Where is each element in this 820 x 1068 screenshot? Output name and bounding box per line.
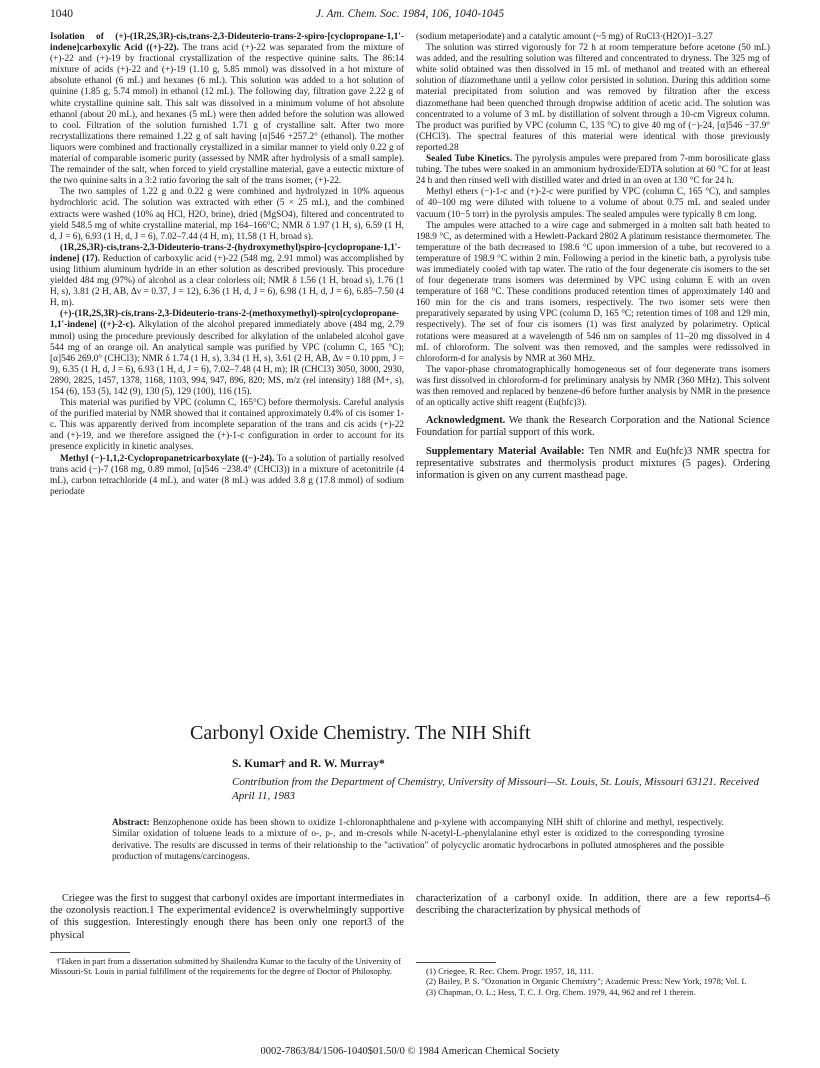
paragraph: Sealed Tube Kinetics. The pyrolysis ampules were prepared from 7-mm borosilicate glass tubing. The tubes were soaked in an ammonium hydroxide/EDTA solution at 60 °C for at least 24 h and then rinsed well with distilled water and dried in an oven at 130 °C for 24 h.	[416, 154, 771, 187]
paragraph: The vapor-phase chromatographically homogeneous set of four degenerate trans isomers was first dissolved in chloroform-d for preliminary analysis by NMR (360 MHz). This solvent was then removed and replaced by benzene-d6 before further analysis by NMR in the presence of an optically active shift reagent (Eu(hfc)3).	[416, 364, 770, 409]
body-text-left: Criegee was the first to suggest that carbonyl oxides are important intermediates in the ozonolysis reaction.1 The experimental evidence2 is overwhelmingly supportive of this suggestion. Interestingly enough there has been only one report3 of the physical	[50, 893, 404, 941]
paragraph: Methyl (−)-1,1,2-Cyclopropanetricarboxylate ((−)-24). To a solution of partially resolved trans acid (−)-7 (168 mg, 0.89 mmol, [α]546 −238.4° (CHCl3)) in a mixture of acetonitrile (4 mL), carbon tetrachloride (4 mL), and water (8 mL) was added 3.8 g (17.8 mmol) of sodium periodate	[50, 453, 404, 497]
paragraph: The ampules were attached to a wire cage and submerged in a molten salt bath heated to 198.9 °C, as determined with a Hewlett-Packard 2802 A platinum resistance thermometer. The temperature of the bath decreased to 198.6 °C upon immersion of a tube, but recovered to a temperature of 198.9 °C within 2 min. Following a period in the kinetic bath, a pyrolysis tube was immediately cooled with tap water. The ratio of the four degenerate cis isomers to the set of four degenerate trans isomers was determined by VPC using column E with an oven temperature of 168 °C. These conditions produced retention times of approximately 140 and 160 min for the cis and trans isomers, respectively. The two isomer sets were then preparatively separated by using VPC (column D, 165 °C; retention times of 108 and 129 min, respectively). The set of four cis isomers (1) was first analyzed by polarimetry. Optical rotations were measured at a wavelength of 546 nm on samples of 11–20 mg dissolved in 4 mL of chloroform. The solvent was then removed, and the samples were redissolved in chloroform-d for analysis by NMR at 360 MHz.	[416, 220, 770, 364]
paragraph: This material was purified by VPC (column C, 165°C) before thermolysis. Careful analysis of the purified material by NMR showed that it contained approximately 0.4% of cis isomer 1-c. This was apparently derived from incomplete separation of the trans and cis acids (+)-22 and (+)-19, and we therefore assigned the (+)-1-c configuration in order to account for its presence explicitly in kinetic analyses.	[50, 398, 404, 453]
abstract-text: Benzophenone oxide has been shown to oxidize 1-chloronaphthalene and p-xylene with accompanying NIH shift of chlorine and methyl, respectively. Similar oxidation of toluene leads to a mixture of o-, p-, and m-cresols while N-acetyl-L-phenylalanine ethyl ester is oxidized to the corresponding tyrosine derivative. The results are discussed in terms of their relationship to the "activation" of polycyclic aromatic hydrocarbons in polluted atmospheres and the possible production of mutagens/carcinogens.	[112, 818, 725, 862]
reference: (3) Chapman, O. L.; Hess, T. C. J. Org. Chem. 1979, 44, 962 and ref 1 therein.	[426, 986, 696, 997]
abstract-label: Abstract:	[112, 818, 150, 828]
footnote-rule-right	[416, 962, 496, 963]
reference: (1) Criegee, R. Rec. Chem. Progr. 1957, 18, 111.	[426, 966, 594, 976]
abstract	[112, 818, 724, 863]
footnotes-right	[416, 966, 770, 997]
page-header	[50, 8, 770, 24]
paragraph: (1R,2S,3R)-cis,trans-2,3-Dideuterio-trans-2-(hydroxymethyl)spiro-[cyclopropane-1,1′-indene] (17). Reduction of carboxylic acid (+)-22 (548 mg, 2.91 mmol) was accomplished by using lithium aluminum hydride in an ether solution as described previously. This procedure yielded 484 mg (97%) of alcohol as a clear colorless oil; NMR δ 1.56 (1 H, broad s), 1.76 (1 H, s), 3.81 (2 H, AB, Δν = 0.37, J = 12), 6.36 (1 H, d, J = 6), 6.98 (1 H, d, J = 6), 6.85–7.50 (4 H, m).	[50, 242, 404, 309]
supplementary-material: Supplementary Material Available: Ten NMR and Eu(hfc)3 NMR spectra for representative substrates and thermolysis product mixtures (5 pages). Ordering information is given on any current masthead page.	[416, 445, 771, 481]
footnote-rule-left	[50, 952, 130, 953]
footnote: †Taken in part from a dissertation submitted by Shailendra Kumar to the faculty of the University of Missouri-St. Louis in partial fulfillment of the requirements for the degree of Doctor of Philosophy.	[50, 956, 401, 977]
page-footer: 0002-7863/84/1506-1040$01.50/0 © 1984 American Chemical Society	[260, 1046, 560, 1057]
body-text-right: characterization of a carbonyl oxide. In addition, there are a few reports4–6 describing the characterization by physical methods of	[416, 893, 770, 917]
page-number: 1040	[50, 8, 73, 20]
paragraph: Methyl ethers (−)-1-c and (+)-2-c were purified by VPC (column C, 165 °C), and samples of 40–100 mg were diluted with toluene to a volume of about 0.75 mL and sealed under vacuum (10−5 torr) in the pyrolysis ampules. The sealed ampules were typically 8 cm long.	[416, 187, 770, 220]
acknowledgment: Acknowledgment. We thank the Research Corporation and the National Science Foundation for partial support of this work.	[416, 415, 771, 439]
footnote-left	[50, 956, 404, 977]
article-title: Carbonyl Oxide Chemistry. The NIH Shift	[190, 722, 531, 744]
article-affiliation: Contribution from the Department of Chemistry, University of Missouri—St. Louis, St. Louis, Missouri 63121. Received April 11, 1983	[232, 776, 759, 802]
paragraph: (+)-(1R,2S,3R)-cis,trans-2,3-Dideuterio-trans-2-(methoxymethyl)-spiro[cyclopropane-1,1′-indene] ((+)-2-c). Alkylation of the alcohol prepared immediately above (484 mg, 2.79 mmol) using the procedure previously described for alkylation of the unlabeled alcohol gave 544 mg of an orange oil. An analytical sample was purified by VPC (column C, 165 °C); [α]546 269.0° (CHCl3); NMR δ 1.74 (1 H, s), 3.34 (1 H, s), 3.61 (2 H, AB, Δν = 0.10 ppm, J = 9), 6.35 (1 H, d, J = 6), 6.93 (1 H, d, J = 6), 7.02–7.48 (4 H, m); IR (CHCl3) 3050, 3000, 2930, 2890, 2825, 1457, 1378, 1168, 1103, 994, 947, 896, 820; MS, m/z (rel intensity) 188 (M+, s), 154 (6), 153 (5), 142 (9), 130 (5), 129 (100), 116 (15).	[50, 309, 404, 397]
experimental-left-column	[50, 32, 404, 498]
paragraph: (sodium metaperiodate) and a catalytic amount (~5 mg) of RuCl3·(H2O)1–3.27	[416, 32, 713, 42]
journal-citation: J. Am. Chem. Soc. 1984, 106, 1040-1045	[315, 8, 505, 20]
paragraph: The solution was stirred vigorously for 72 h at room temperature before acetone (50 mL) was added, and the resulting solution was filtered and concentrated to dryness. The 325 mg of white solid obtained was then dissolved in 15 mL of methanol and treated with an ethereal solution of diazomethane until a yellow color persisted in solution. During this addition some material precipitated from solution and was removed by filtration after the excess diazomethane had been quenched through dropwise addition of acetic acid. The solution was concentrated to a volume of 3 mL by distillation of solvent through a 10-cm Vigreux column. The product was purified by VPC (column C, 135 °C) to give 40 mg of (−)-24, [α]546 −37.9° (CHCl3). The spectral features of this material were identical with those previously reported.28	[416, 43, 770, 153]
paragraph: The two samples of 1.22 g and 0.22 g were combined and hydrolyzed in 10% aqueous hydrochloric acid. The solution was extracted with ether (5 × 25 mL), and the combined extracts were washed (10% aq HCl, H2O, brine), dried (MgSO4), filtered and concentrated to yield 548.5 mg of white crystalline material, mp 164–166°C; NMR δ 1.97 (1 H, s), 6.59 (1 H, d, J = 6), 6.93 (1 H, d, J = 6), 7.02–7.44 (4 H, m), 11.58 (1 H, broad s).	[50, 187, 404, 242]
reference: (2) Bailey, P. S. "Ozonation in Organic Chemistry"; Academic Press: New York, 1978; Vol. I.	[426, 976, 747, 987]
paragraph: Isolation of (+)-(1R,2S,3R)-cis,trans-2,3-Dideuterio-trans-2-spiro-[cyclopropane-1,1′-indene]carboxylic Acid ((+)-22). The trans acid (+)-22 was separated from the mixture of (+)-22 and (+)-19 by fractional crystallization of the respective quinine salts. The 86:14 mixture of acids (+)-22 and (+)-19 (1.10 g, 5.85 mmol) was dissolved in a hot mixture of absolute ethanol (6 mL) and hexanes (6 mL). This solution was added to a hot solution of quinine (1.85 g, 5.74 mmol) in ethanol (12 mL). The following day, filtration gave 2.22 g of white crystalline quinine salt. This salt was dissolved in a minimum volume of hot absolute ethanol (about 20 mL), and hexanes (5 mL) were then added before the solution was allowed to cool. Filtration of the solution furnished 1.71 g of crystalline salt. After two more recrystallizations there remained 1.22 g of salt having [α]546 +257.2° (ethanol). The mother liquors were combined and fractionally crystallized in a similar manner to yield only 0.22 g of material of comparable isomeric purity (assessed by NMR after hydrolysis of a small sample). The remainder of the salt, when forced to yield crystalline material, gave a eutectic mixture of the two quinine salts in a 3:2 ratio favoring the salt of the trans isomer, (+)-22.	[50, 32, 405, 187]
article-authors: S. Kumar† and R. W. Murray*	[232, 758, 385, 770]
experimental-right-column	[416, 32, 770, 482]
